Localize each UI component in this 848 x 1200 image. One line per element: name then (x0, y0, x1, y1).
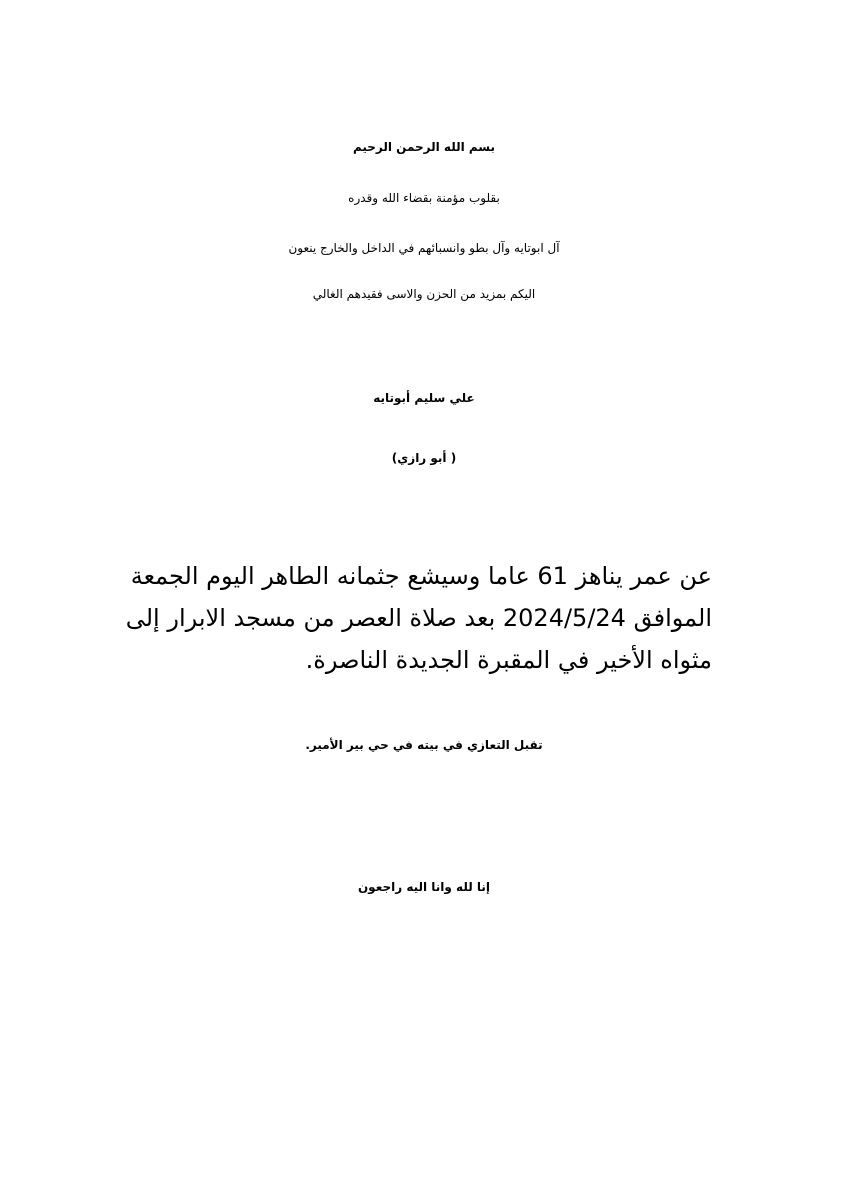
details-line-3: مثواه الأخير في المقبرة الجديدة الناصرة. (305, 646, 712, 674)
closing-verse: إنا لله وانا اليه راجعون (357, 880, 491, 894)
families-line-1: آل ابوتايه وآل بطو وانسبائهم في الداخل والخارج ينعون (288, 241, 560, 255)
deceased-kunya: ( أبو رازي) (391, 451, 457, 465)
deceased-name: علي سليم أبوتايه (373, 391, 475, 405)
families-line-2: اليكم بمزيد من الحزن والاسى فقيدهم الغالي (312, 287, 536, 301)
condolences-line: تقبل التعازي في بيته في حي بير الأمير. (305, 738, 543, 752)
details-line-1: عن عمر يناهز 61 عاما وسيشع جثمانه الطاهر اليوم الجمعة (130, 562, 712, 590)
faith-line: بقلوب مؤمنة بقضاء الله وقدره (348, 191, 500, 205)
basmala: بسم الله الرحمن الرحيم (352, 140, 496, 154)
details-line-2: الموافق 2024/5/24 بعد صلاة العصر من مسجد الابرار إلى (125, 604, 712, 632)
